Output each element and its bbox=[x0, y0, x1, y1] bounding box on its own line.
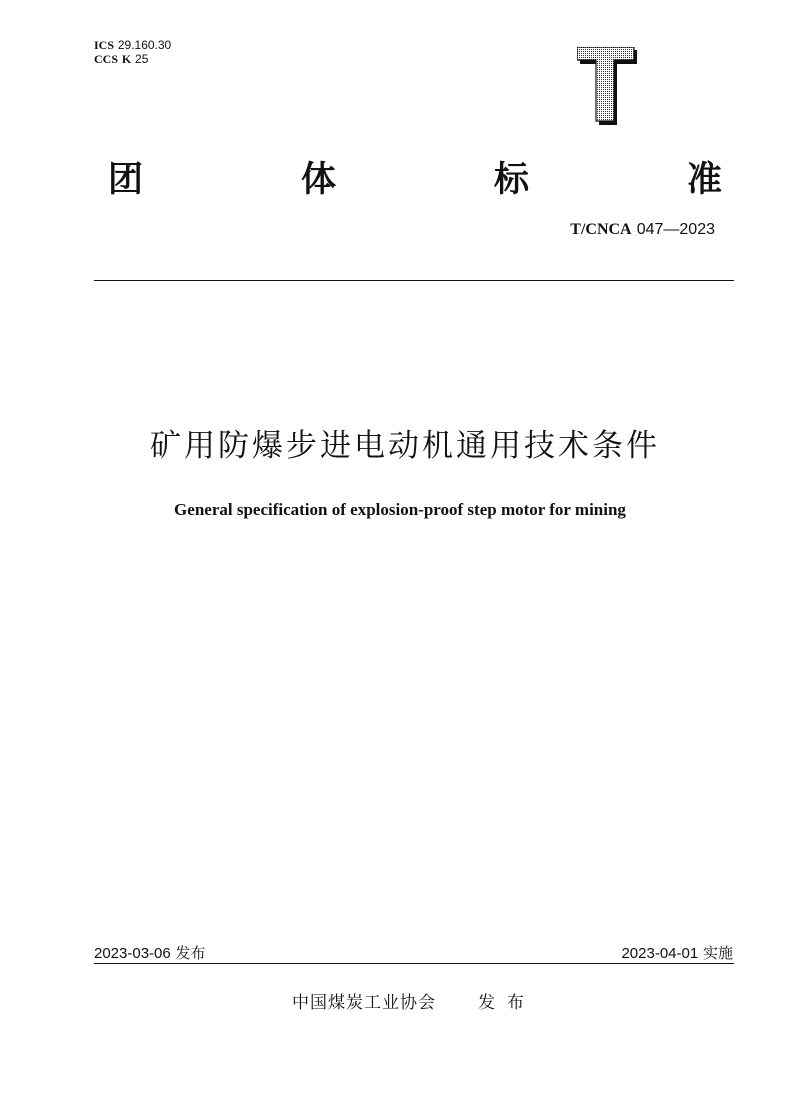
issue-date bbox=[94, 942, 206, 963]
ics-value: 29.160.30 bbox=[117, 38, 172, 52]
standard-number-prefix: T/CNCA bbox=[570, 221, 632, 238]
ccs-letter: K bbox=[121, 52, 132, 66]
standard-type-char: 标 bbox=[493, 160, 529, 200]
classification-codes bbox=[94, 38, 171, 66]
publisher-action: 发布 bbox=[478, 993, 536, 1013]
issue-date-label: 发布 bbox=[175, 944, 206, 962]
document-title-cn: 矿用防爆步进电动机通用技术条件 bbox=[150, 428, 660, 464]
ics-code bbox=[94, 38, 171, 52]
standard-type-heading bbox=[108, 158, 722, 202]
implementation-date-label: 实施 bbox=[702, 944, 733, 962]
ccs-code bbox=[94, 52, 171, 66]
publisher-line bbox=[0, 988, 790, 1013]
ccs-value: 25 bbox=[135, 52, 149, 66]
standard-type-char: 体 bbox=[300, 160, 336, 200]
publisher-org: 中国煤炭工业协会 bbox=[292, 993, 436, 1013]
ics-label: ICS bbox=[94, 38, 115, 52]
header-divider bbox=[94, 280, 734, 281]
standard-number bbox=[570, 219, 715, 239]
document-title-en: General specification of explosion-proof step motor for mining bbox=[174, 500, 626, 519]
footer-divider bbox=[94, 963, 734, 964]
implementation-date-value: 2023-04-01 bbox=[621, 945, 699, 962]
implementation-date bbox=[621, 942, 733, 963]
issue-date-value: 2023-03-06 bbox=[94, 945, 171, 962]
standard-type-char: 团 bbox=[108, 160, 144, 200]
t-standard-logo-icon bbox=[577, 47, 637, 125]
ccs-label: CCS bbox=[94, 52, 119, 66]
standard-type-char: 准 bbox=[686, 160, 722, 200]
standard-number-value: 047—2023 bbox=[636, 221, 715, 238]
